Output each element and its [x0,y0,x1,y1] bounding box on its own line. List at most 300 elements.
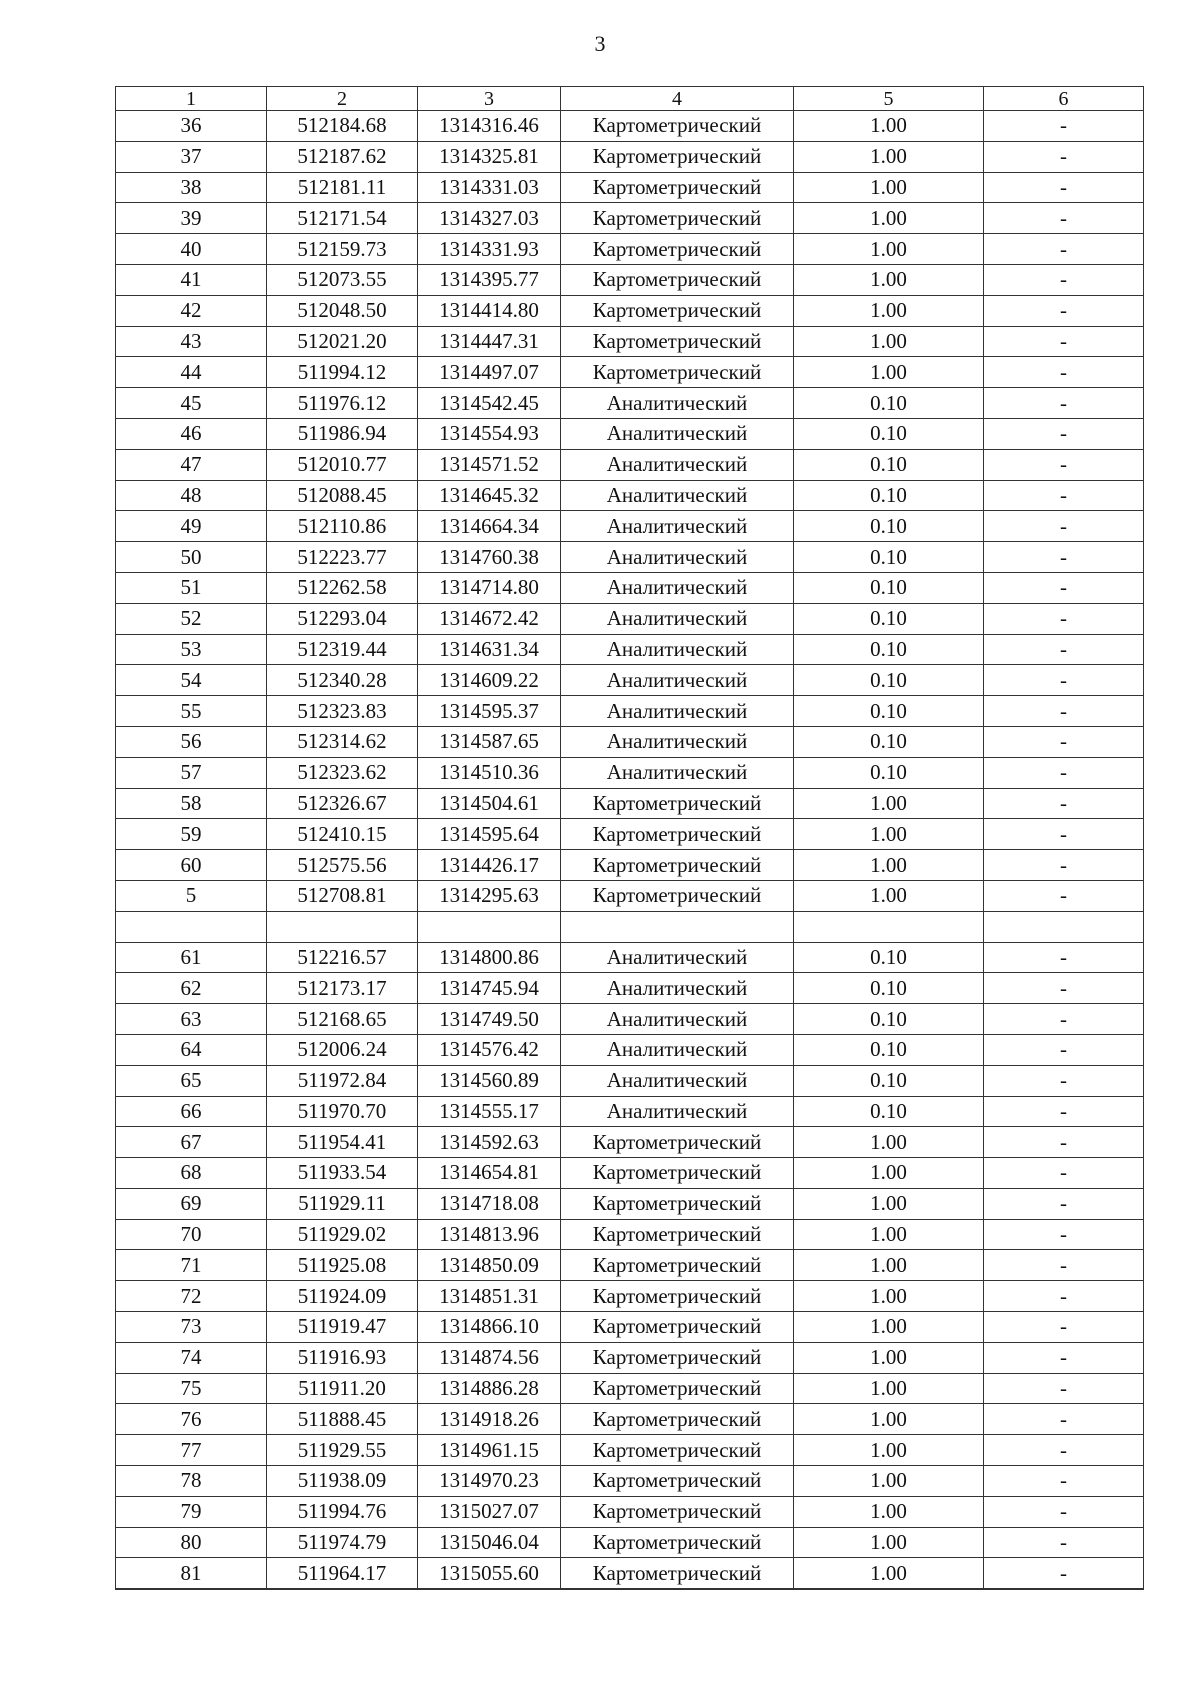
table-row [116,511,1144,542]
accuracy-cell: 1.00 [794,1558,984,1589]
point-number-cell: 37 [116,141,267,172]
point-number-cell: 57 [116,757,267,788]
method-cell: Картометрический [561,1158,794,1189]
x-coordinate-cell: 512262.58 [267,572,418,603]
method-cell: Картометрический [561,234,794,265]
note-cell: - [984,757,1144,788]
column-header: 4 [561,87,794,111]
note-cell: - [984,1496,1144,1527]
point-number-cell: 71 [116,1250,267,1281]
table-row [116,388,1144,419]
accuracy-cell: 1.00 [794,1250,984,1281]
table-row [116,326,1144,357]
y-coordinate-cell: 1314595.64 [418,819,561,850]
table-row [116,295,1144,326]
table-row [116,1065,1144,1096]
method-cell: Аналитический [561,726,794,757]
y-coordinate-cell: 1314497.07 [418,357,561,388]
accuracy-cell: 1.00 [794,1188,984,1219]
x-coordinate-cell: 511974.79 [267,1527,418,1558]
y-coordinate-cell: 1314555.17 [418,1096,561,1127]
table-row [116,141,1144,172]
note-cell: - [984,665,1144,696]
y-coordinate-cell: 1314749.50 [418,1004,561,1035]
accuracy-cell: 0.10 [794,480,984,511]
table-row [116,111,1144,142]
accuracy-cell: 0.10 [794,1065,984,1096]
column-header: 3 [418,87,561,111]
method-cell: Аналитический [561,418,794,449]
method-cell: Картометрический [561,1281,794,1312]
note-cell: - [984,295,1144,326]
point-number-cell: 36 [116,111,267,142]
point-number-cell: 75 [116,1373,267,1404]
note-cell: - [984,357,1144,388]
x-coordinate-cell: 512159.73 [267,234,418,265]
point-number-cell: 67 [116,1127,267,1158]
method-cell: Аналитический [561,973,794,1004]
y-coordinate-cell: 1314331.93 [418,234,561,265]
accuracy-cell: 1.00 [794,264,984,295]
point-number-cell: 74 [116,1342,267,1373]
accuracy-cell: 1.00 [794,1466,984,1497]
x-coordinate-cell: 512314.62 [267,726,418,757]
note-cell: - [984,234,1144,265]
x-coordinate-cell: 512323.83 [267,696,418,727]
note-cell: - [984,449,1144,480]
table-row [116,203,1144,234]
point-number-cell: 55 [116,696,267,727]
method-cell: Картометрический [561,141,794,172]
note-cell: - [984,726,1144,757]
table-row [116,850,1144,881]
x-coordinate-cell: 511925.08 [267,1250,418,1281]
point-number-cell: 46 [116,418,267,449]
y-coordinate-cell: 1314504.61 [418,788,561,819]
note-cell: - [984,1127,1144,1158]
x-coordinate-cell: 511994.12 [267,357,418,388]
x-coordinate-cell: 512216.57 [267,942,418,973]
accuracy-cell: 0.10 [794,726,984,757]
method-cell: Аналитический [561,603,794,634]
table-row [116,757,1144,788]
method-cell: Картометрический [561,172,794,203]
table-row [116,234,1144,265]
accuracy-cell: 0.10 [794,449,984,480]
table-row [116,1312,1144,1343]
x-coordinate-cell: 512223.77 [267,542,418,573]
y-coordinate-cell: 1314714.80 [418,572,561,603]
table-row [116,1527,1144,1558]
note-cell: - [984,1435,1144,1466]
x-coordinate-cell [267,911,418,942]
note-cell: - [984,1404,1144,1435]
note-cell: - [984,1034,1144,1065]
accuracy-cell: 1.00 [794,1219,984,1250]
x-coordinate-cell: 511916.93 [267,1342,418,1373]
table-row [116,973,1144,1004]
point-number-cell: 54 [116,665,267,696]
note-cell: - [984,973,1144,1004]
point-number-cell: 45 [116,388,267,419]
table-row [116,1496,1144,1527]
accuracy-cell: 1.00 [794,1435,984,1466]
accuracy-cell: 0.10 [794,757,984,788]
method-cell: Картометрический [561,1342,794,1373]
note-cell: - [984,172,1144,203]
y-coordinate-cell: 1314609.22 [418,665,561,696]
x-coordinate-cell: 512171.54 [267,203,418,234]
point-number-cell: 79 [116,1496,267,1527]
point-number-cell: 56 [116,726,267,757]
accuracy-cell: 1.00 [794,295,984,326]
method-cell: Картометрический [561,1188,794,1219]
note-cell: - [984,880,1144,911]
method-cell [561,911,794,942]
point-number-cell: 60 [116,850,267,881]
y-coordinate-cell: 1314851.31 [418,1281,561,1312]
accuracy-cell: 1.00 [794,141,984,172]
y-coordinate-cell: 1314961.15 [418,1435,561,1466]
table-row [116,634,1144,665]
point-number-cell: 72 [116,1281,267,1312]
page-number: 3 [594,31,606,56]
note-cell: - [984,634,1144,665]
accuracy-cell: 1.00 [794,357,984,388]
y-coordinate-cell: 1314886.28 [418,1373,561,1404]
note-cell: - [984,388,1144,419]
method-cell: Картометрический [561,264,794,295]
note-cell: - [984,788,1144,819]
accuracy-cell: 0.10 [794,572,984,603]
method-cell: Картометрический [561,1127,794,1158]
method-cell: Аналитический [561,1096,794,1127]
y-coordinate-cell: 1314718.08 [418,1188,561,1219]
point-number-cell: 63 [116,1004,267,1035]
table-row [116,726,1144,757]
x-coordinate-cell: 512708.81 [267,880,418,911]
y-coordinate-cell: 1314571.52 [418,449,561,480]
method-cell: Аналитический [561,634,794,665]
accuracy-cell: 1.00 [794,326,984,357]
table-separator-row [116,911,1144,942]
note-cell: - [984,1527,1144,1558]
method-cell: Аналитический [561,449,794,480]
point-number-cell: 76 [116,1404,267,1435]
point-number-cell: 73 [116,1312,267,1343]
x-coordinate-cell: 512010.77 [267,449,418,480]
y-coordinate-cell: 1314325.81 [418,141,561,172]
table-row [116,819,1144,850]
note-cell: - [984,542,1144,573]
y-coordinate-cell: 1314510.36 [418,757,561,788]
note-cell: - [984,1312,1144,1343]
x-coordinate-cell: 512006.24 [267,1034,418,1065]
note-cell: - [984,1065,1144,1096]
point-number-cell: 77 [116,1435,267,1466]
y-coordinate-cell: 1314576.42 [418,1034,561,1065]
table-row [116,1127,1144,1158]
column-header: 2 [267,87,418,111]
table-row [116,480,1144,511]
accuracy-cell: 0.10 [794,634,984,665]
accuracy-cell: 0.10 [794,696,984,727]
table-row [116,1158,1144,1189]
x-coordinate-cell: 511976.12 [267,388,418,419]
method-cell: Картометрический [561,357,794,388]
point-number-cell: 68 [116,1158,267,1189]
accuracy-cell: 1.00 [794,788,984,819]
accuracy-cell: 1.00 [794,1373,984,1404]
table-row [116,357,1144,388]
x-coordinate-cell: 512048.50 [267,295,418,326]
accuracy-cell [794,911,984,942]
y-coordinate-cell: 1314672.42 [418,603,561,634]
accuracy-cell: 0.10 [794,603,984,634]
note-cell: - [984,264,1144,295]
table-body [116,87,1144,1590]
point-number-cell: 58 [116,788,267,819]
note-cell: - [984,572,1144,603]
note-cell: - [984,1219,1144,1250]
x-coordinate-cell: 512181.11 [267,172,418,203]
note-cell: - [984,1342,1144,1373]
x-coordinate-cell: 512293.04 [267,603,418,634]
method-cell: Аналитический [561,1065,794,1096]
y-coordinate-cell: 1314414.80 [418,295,561,326]
method-cell: Картометрический [561,1373,794,1404]
point-number-cell: 5 [116,880,267,911]
x-coordinate-cell: 511929.11 [267,1188,418,1219]
table-row [116,665,1144,696]
method-cell: Аналитический [561,1034,794,1065]
table-row [116,1250,1144,1281]
accuracy-cell: 1.00 [794,1404,984,1435]
note-cell: - [984,1004,1144,1035]
point-number-cell: 51 [116,572,267,603]
table-row [116,942,1144,973]
y-coordinate-cell: 1314560.89 [418,1065,561,1096]
table-row [116,572,1144,603]
x-coordinate-cell: 511929.02 [267,1219,418,1250]
accuracy-cell: 1.00 [794,111,984,142]
table-row [116,542,1144,573]
accuracy-cell: 1.00 [794,172,984,203]
accuracy-cell: 1.00 [794,1527,984,1558]
table-row [116,264,1144,295]
table-row [116,449,1144,480]
point-number-cell: 43 [116,326,267,357]
x-coordinate-cell: 512187.62 [267,141,418,172]
point-number-cell: 70 [116,1219,267,1250]
y-coordinate-cell: 1314970.23 [418,1466,561,1497]
method-cell: Картометрический [561,1435,794,1466]
accuracy-cell: 1.00 [794,850,984,881]
accuracy-cell: 1.00 [794,1342,984,1373]
note-cell: - [984,1466,1144,1497]
x-coordinate-cell: 511933.54 [267,1158,418,1189]
coordinates-table [115,86,1144,1590]
y-coordinate-cell: 1314654.81 [418,1158,561,1189]
accuracy-cell: 1.00 [794,1281,984,1312]
accuracy-cell: 1.00 [794,203,984,234]
method-cell: Картометрический [561,1219,794,1250]
point-number-cell: 52 [116,603,267,634]
y-coordinate-cell: 1315046.04 [418,1527,561,1558]
table-row [116,1004,1144,1035]
accuracy-cell: 0.10 [794,418,984,449]
table-row [116,1342,1144,1373]
accuracy-cell: 1.00 [794,1158,984,1189]
method-cell: Картометрический [561,1496,794,1527]
accuracy-cell: 0.10 [794,942,984,973]
method-cell: Аналитический [561,572,794,603]
x-coordinate-cell: 512110.86 [267,511,418,542]
x-coordinate-cell: 511888.45 [267,1404,418,1435]
table-row [116,1034,1144,1065]
table-row [116,788,1144,819]
accuracy-cell: 0.10 [794,542,984,573]
accuracy-cell: 0.10 [794,1004,984,1035]
point-number-cell: 50 [116,542,267,573]
y-coordinate-cell: 1314918.26 [418,1404,561,1435]
y-coordinate-cell: 1314645.32 [418,480,561,511]
table-row [116,418,1144,449]
method-cell: Картометрический [561,1558,794,1589]
method-cell: Картометрический [561,111,794,142]
table-row [116,1404,1144,1435]
x-coordinate-cell: 511972.84 [267,1065,418,1096]
point-number-cell: 66 [116,1096,267,1127]
y-coordinate-cell: 1314592.63 [418,1127,561,1158]
x-coordinate-cell: 511919.47 [267,1312,418,1343]
y-coordinate-cell: 1314745.94 [418,973,561,1004]
note-cell: - [984,418,1144,449]
x-coordinate-cell: 512410.15 [267,819,418,850]
point-number-cell: 49 [116,511,267,542]
method-cell: Картометрический [561,1466,794,1497]
y-coordinate-cell: 1314587.65 [418,726,561,757]
note-cell: - [984,1373,1144,1404]
table-row [116,1188,1144,1219]
y-coordinate-cell: 1314554.93 [418,418,561,449]
point-number-cell: 69 [116,1188,267,1219]
method-cell: Аналитический [561,942,794,973]
point-number-cell: 53 [116,634,267,665]
point-number-cell: 64 [116,1034,267,1065]
accuracy-cell: 0.10 [794,388,984,419]
x-coordinate-cell: 511986.94 [267,418,418,449]
y-coordinate-cell: 1314813.96 [418,1219,561,1250]
y-coordinate-cell: 1314295.63 [418,880,561,911]
accuracy-cell: 1.00 [794,1312,984,1343]
table-row [116,603,1144,634]
note-cell: - [984,480,1144,511]
point-number-cell: 39 [116,203,267,234]
table-row [116,880,1144,911]
note-cell: - [984,819,1144,850]
method-cell: Картометрический [561,819,794,850]
table-row [116,1373,1144,1404]
method-cell: Картометрический [561,880,794,911]
y-coordinate-cell: 1314395.77 [418,264,561,295]
note-cell: - [984,603,1144,634]
method-cell: Аналитический [561,388,794,419]
method-cell: Аналитический [561,480,794,511]
y-coordinate-cell: 1314316.46 [418,111,561,142]
method-cell: Аналитический [561,696,794,727]
x-coordinate-cell: 512184.68 [267,111,418,142]
x-coordinate-cell: 512088.45 [267,480,418,511]
y-coordinate-cell: 1314760.38 [418,542,561,573]
point-number-cell: 44 [116,357,267,388]
method-cell: Картометрический [561,850,794,881]
x-coordinate-cell: 512323.62 [267,757,418,788]
note-cell: - [984,1096,1144,1127]
x-coordinate-cell: 512021.20 [267,326,418,357]
method-cell: Картометрический [561,326,794,357]
method-cell: Картометрический [561,1404,794,1435]
accuracy-cell: 0.10 [794,973,984,1004]
y-coordinate-cell: 1314542.45 [418,388,561,419]
x-coordinate-cell: 512326.67 [267,788,418,819]
accuracy-cell: 0.10 [794,1034,984,1065]
y-coordinate-cell: 1314426.17 [418,850,561,881]
y-coordinate-cell: 1315027.07 [418,1496,561,1527]
x-coordinate-cell: 512073.55 [267,264,418,295]
note-cell: - [984,203,1144,234]
table-row [116,1466,1144,1497]
note-cell: - [984,1188,1144,1219]
method-cell: Картометрический [561,1250,794,1281]
y-coordinate-cell: 1314800.86 [418,942,561,973]
method-cell: Аналитический [561,1004,794,1035]
note-cell: - [984,1250,1144,1281]
y-coordinate-cell: 1314447.31 [418,326,561,357]
column-header: 1 [116,87,267,111]
method-cell: Аналитический [561,542,794,573]
x-coordinate-cell: 511929.55 [267,1435,418,1466]
point-number-cell: 81 [116,1558,267,1589]
note-cell: - [984,1158,1144,1189]
point-number-cell: 42 [116,295,267,326]
accuracy-cell: 1.00 [794,234,984,265]
method-cell: Аналитический [561,665,794,696]
note-cell: - [984,141,1144,172]
point-number-cell: 61 [116,942,267,973]
column-header: 6 [984,87,1144,111]
table-header-row [116,87,1144,111]
method-cell: Аналитический [561,511,794,542]
accuracy-cell: 1.00 [794,1127,984,1158]
y-coordinate-cell: 1314331.03 [418,172,561,203]
method-cell: Аналитический [561,757,794,788]
point-number-cell: 48 [116,480,267,511]
table-row [116,1281,1144,1312]
point-number-cell: 78 [116,1466,267,1497]
y-coordinate-cell: 1314631.34 [418,634,561,665]
table-row [116,696,1144,727]
point-number-cell [116,911,267,942]
table-row [116,1435,1144,1466]
accuracy-cell: 0.10 [794,511,984,542]
x-coordinate-cell: 511964.17 [267,1558,418,1589]
note-cell [984,911,1144,942]
note-cell: - [984,326,1144,357]
y-coordinate-cell: 1314327.03 [418,203,561,234]
x-coordinate-cell: 511938.09 [267,1466,418,1497]
accuracy-cell: 1.00 [794,880,984,911]
